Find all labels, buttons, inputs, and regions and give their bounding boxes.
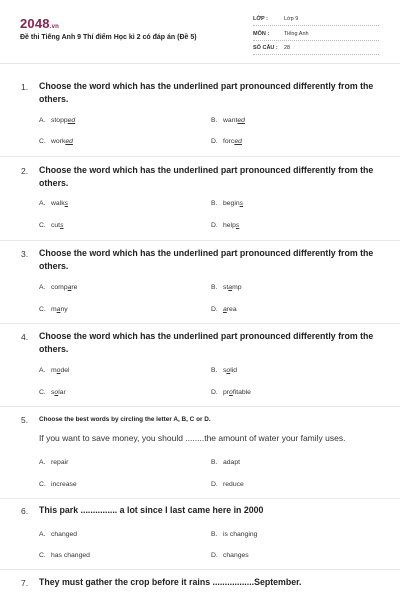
- option-letter: B.: [211, 200, 218, 207]
- option-letter: C.: [39, 222, 46, 229]
- option-text: m: [51, 306, 57, 313]
- option-c[interactable]: [39, 222, 63, 229]
- option-text: is changing: [223, 531, 258, 538]
- option-a[interactable]: [39, 459, 68, 466]
- option-letter: A.: [39, 531, 46, 538]
- question-divider: [0, 406, 400, 407]
- question-text: Choose the word which has the underlined part pronounced differently from the others.: [39, 331, 374, 354]
- option-letter: A.: [39, 459, 46, 466]
- meta-key: SỐ CÂU :: [253, 45, 278, 51]
- option-text-end: rea: [226, 306, 237, 313]
- option-d[interactable]: [211, 306, 237, 313]
- option-text-end: mp: [232, 284, 242, 291]
- option-text: has changed: [51, 552, 90, 559]
- option-letter: B.: [211, 531, 218, 538]
- question-divider: [0, 240, 400, 241]
- option-text-end: lid: [230, 367, 237, 374]
- option-text: forc: [223, 138, 235, 145]
- page-header: [0, 0, 400, 64]
- option-text-end: lar: [58, 389, 66, 396]
- underlined-part: a: [56, 306, 61, 313]
- option-b[interactable]: [211, 284, 242, 291]
- option-letter: B.: [211, 284, 218, 291]
- question-text: This park ............... a lot since I last came here in 2000: [39, 505, 264, 515]
- underlined-part: o: [54, 389, 59, 396]
- meta-key: LỚP :: [253, 16, 268, 22]
- document-title: Đề thi Tiếng Anh 9 Thí điểm Học kì 2 có đáp án (Đề 5): [20, 34, 197, 41]
- underlined-part: o: [56, 367, 61, 374]
- option-text: st: [223, 284, 229, 291]
- option-text: changes: [223, 552, 249, 559]
- option-text: adapt: [223, 459, 241, 466]
- option-c[interactable]: [39, 306, 68, 313]
- option-text: changed: [51, 531, 78, 538]
- option-letter: B.: [211, 117, 218, 124]
- option-text: stopp: [51, 117, 68, 124]
- meta-row-class: [253, 14, 379, 26]
- option-b[interactable]: [211, 531, 257, 538]
- underlined-part: ed: [234, 138, 242, 145]
- option-text: want: [223, 117, 238, 124]
- meta-row-count: [253, 43, 379, 55]
- option-letter: A.: [39, 117, 46, 124]
- underlined-part: a: [228, 284, 233, 291]
- option-text-end: del: [60, 367, 70, 374]
- question-number: 2.: [21, 166, 29, 176]
- option-c[interactable]: [39, 552, 90, 559]
- question-text: Choose the word which has the underlined part pronounced differently from the others.: [39, 81, 374, 104]
- option-text: comp: [51, 284, 68, 291]
- question-text: Choose the word which has the underlined part pronounced differently from the others.: [39, 248, 374, 271]
- underlined-part: ed: [237, 117, 245, 124]
- question-divider: [0, 323, 400, 324]
- option-a[interactable]: [39, 117, 75, 124]
- option-text: repair: [51, 459, 69, 466]
- underlined-part: a: [223, 306, 227, 313]
- option-text: walk: [51, 200, 65, 207]
- meta-row-subject: [253, 29, 379, 41]
- option-text-end: ny: [60, 306, 68, 313]
- question-number: 4.: [21, 332, 29, 342]
- option-c[interactable]: [39, 138, 73, 145]
- option-text: help: [223, 222, 236, 229]
- underlined-part: s: [64, 200, 69, 207]
- question-text: Choose the word which has the underlined part pronounced differently from the others.: [39, 165, 374, 188]
- option-letter: A.: [39, 284, 46, 291]
- option-letter: A.: [39, 200, 46, 207]
- option-text: reduce: [223, 481, 244, 488]
- option-d[interactable]: [211, 138, 242, 145]
- underlined-part: s: [60, 222, 64, 229]
- option-text: begin: [223, 200, 240, 207]
- option-letter: C.: [39, 389, 46, 396]
- option-letter: C.: [39, 306, 46, 313]
- question-divider: [0, 156, 400, 157]
- question-number: 6.: [21, 506, 29, 516]
- option-a[interactable]: [39, 367, 70, 374]
- site-logo[interactable]: [20, 16, 59, 31]
- question-number: 1.: [21, 82, 29, 92]
- option-text: work: [51, 138, 66, 145]
- option-letter: A.: [39, 367, 46, 374]
- option-letter: C.: [39, 481, 46, 488]
- option-letter: D.: [211, 552, 218, 559]
- option-letter: C.: [39, 138, 46, 145]
- logo-number: 2048: [20, 16, 50, 31]
- question-sentence: If you want to save money, you should ........the amount of water your family uses.: [39, 433, 346, 443]
- option-d[interactable]: [211, 389, 251, 396]
- option-letter: B.: [211, 459, 218, 466]
- option-c[interactable]: [39, 481, 77, 488]
- option-c[interactable]: [39, 389, 66, 396]
- option-text: s: [51, 389, 55, 396]
- option-a[interactable]: [39, 200, 68, 207]
- option-text: s: [223, 367, 227, 374]
- option-text: m: [51, 367, 57, 374]
- question-divider: [0, 498, 400, 499]
- meta-value: Tiếng Anh: [284, 31, 309, 37]
- question-text: Choose the best words by circling the letter A, B, C or D.: [39, 416, 211, 423]
- option-a[interactable]: [39, 284, 77, 291]
- option-b[interactable]: [211, 200, 243, 207]
- underlined-part: o: [229, 389, 233, 396]
- question-divider: [0, 569, 400, 570]
- underlined-part: ed: [67, 117, 76, 124]
- option-d[interactable]: [211, 481, 244, 488]
- question-number: 3.: [21, 249, 29, 259]
- option-letter: B.: [211, 367, 218, 374]
- option-d[interactable]: [211, 222, 239, 229]
- underlined-part: s: [235, 222, 240, 229]
- option-text-end: fitable: [232, 389, 251, 396]
- logo-domain: .vn: [49, 24, 60, 30]
- option-d[interactable]: [211, 552, 249, 559]
- option-letter: C.: [39, 552, 46, 559]
- option-b[interactable]: [211, 367, 237, 374]
- option-letter: D.: [211, 138, 218, 145]
- option-letter: D.: [211, 389, 218, 396]
- option-letter: D.: [211, 481, 218, 488]
- option-text-end: re: [71, 284, 78, 291]
- underlined-part: a: [67, 284, 72, 291]
- option-letter: D.: [211, 222, 218, 229]
- question-text: They must gather the crop before it rains .................September.: [39, 577, 302, 587]
- option-text: pr: [223, 389, 230, 396]
- option-text: cut: [51, 222, 61, 229]
- meta-value: 28: [284, 45, 291, 51]
- option-b[interactable]: [211, 459, 240, 466]
- underlined-part: o: [226, 367, 231, 374]
- question-number: 5.: [21, 415, 29, 425]
- option-b[interactable]: [211, 117, 245, 124]
- meta-key: MÔN :: [253, 31, 270, 37]
- option-a[interactable]: [39, 531, 77, 538]
- option-text: increase: [51, 481, 77, 488]
- meta-value: Lớp 9: [284, 16, 299, 22]
- underlined-part: s: [239, 200, 244, 207]
- option-letter: D.: [211, 306, 218, 313]
- underlined-part: ed: [65, 138, 73, 145]
- question-number: 7.: [21, 578, 29, 588]
